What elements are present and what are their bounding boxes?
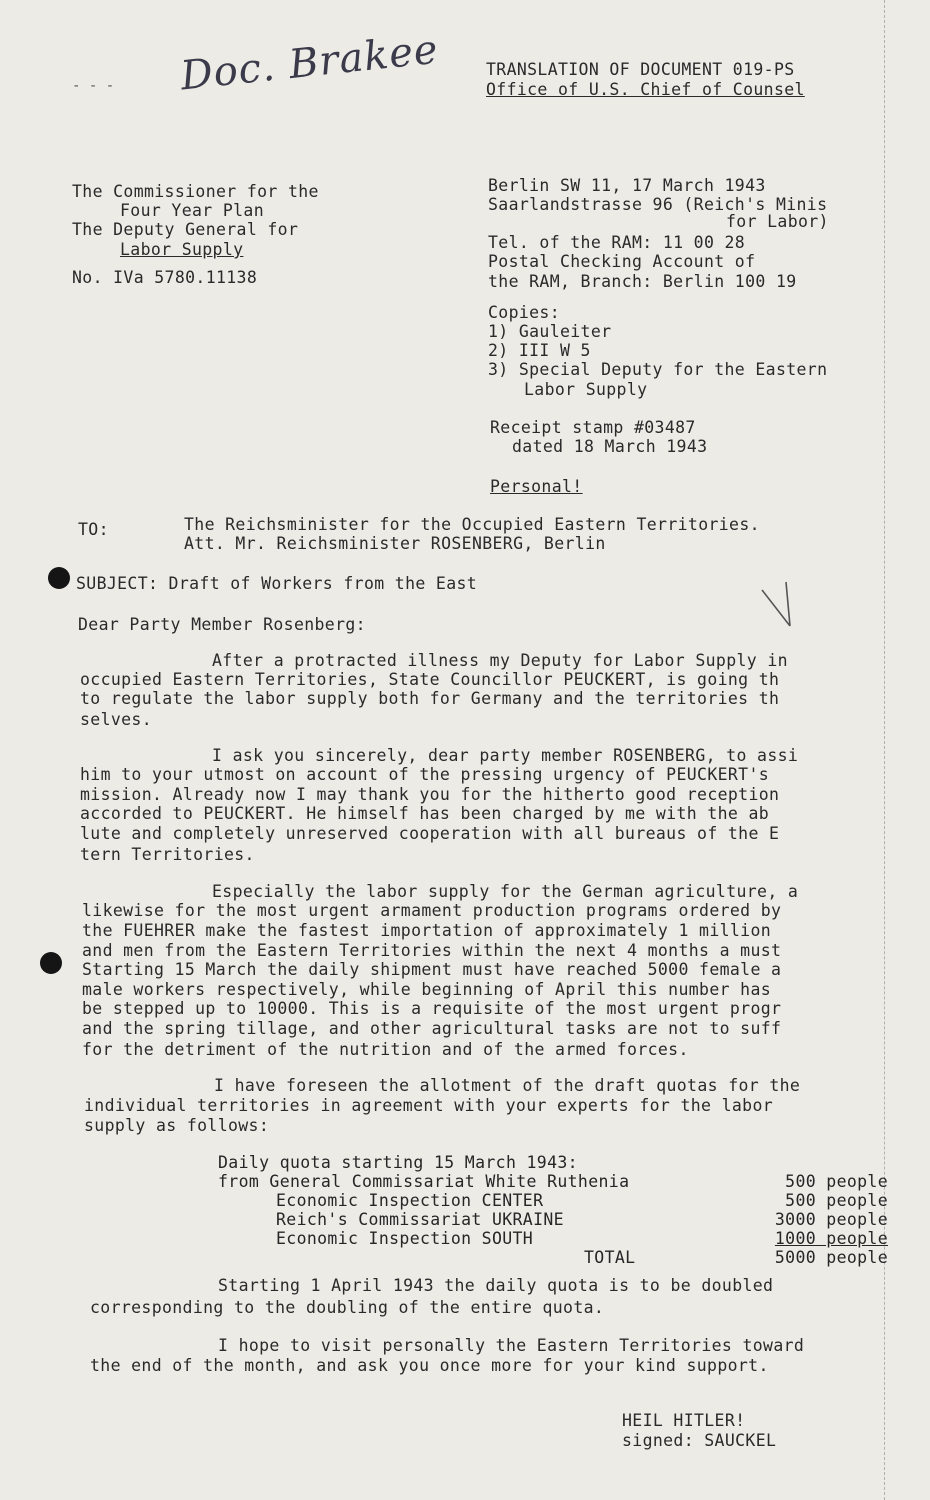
table-row: [218, 1210, 898, 1229]
para1-line: to regulate the labor supply both for Germany and the territories th: [80, 689, 780, 708]
address-line-6: the RAM, Branch: Berlin 100 19: [488, 272, 797, 291]
para3-line: Especially the labor supply for the German agriculture, a: [212, 882, 799, 901]
address-line-1: Berlin SW 11, 17 March 1943: [488, 176, 766, 195]
para1-line: After a protracted illness my Deputy for Labor Supply in: [212, 651, 788, 670]
para4-line: supply as follows:: [84, 1116, 270, 1135]
salutation: Dear Party Member Rosenberg:: [78, 615, 366, 634]
para3-line: and men from the Eastern Territories within the next 4 months a must: [82, 941, 782, 960]
sender-line-3: The Deputy General for: [72, 220, 299, 239]
para2-line: him to your utmost on account of the pressing urgency of PEUCKERT's: [80, 765, 770, 784]
quota-value: 3000 people: [774, 1210, 888, 1229]
address-line-5: Postal Checking Account of: [488, 252, 756, 271]
para3-line: Starting 15 March the daily shipment must have reached 5000 female a: [82, 960, 782, 979]
addressee-line-1: The Reichsminister for the Occupied Eastern Territories.: [184, 515, 760, 534]
para3-line: for the detriment of the nutrition and of the armed forces.: [82, 1040, 689, 1059]
punch-hole-bottom: [40, 952, 62, 974]
receipt-stamp: Receipt stamp #03487: [490, 418, 696, 437]
address-line-2: Saarlandstrasse 96 (Reich's Minis: [488, 195, 828, 214]
address-line-3: for Labor): [726, 212, 829, 231]
punch-hole-top: [48, 567, 70, 589]
to-label: TO:: [78, 520, 109, 539]
table-row: [218, 1191, 898, 1210]
addressee-line-2: Att. Mr. Reichsminister ROSENBERG, Berlin: [184, 534, 606, 553]
para3-line: the FUEHRER make the fastest importation of approximately 1 million: [82, 921, 772, 940]
quota-heading-row: [218, 1153, 898, 1172]
sender-reference: No. IVa 5780.11138: [72, 268, 258, 287]
quota-total-row: [218, 1248, 898, 1267]
copies-item-3-cont: Labor Supply: [524, 380, 648, 399]
address-line-4: Tel. of the RAM: 11 00 28: [488, 233, 746, 252]
table-row: [218, 1229, 898, 1248]
para3-line: male workers respectively, while beginning of April this number has: [82, 980, 772, 999]
para2-line: I ask you sincerely, dear party member ROSENBERG, to assi: [212, 746, 799, 765]
header-office: Office of U.S. Chief of Counsel: [486, 80, 805, 99]
para2-line: accorded to PEUCKERT. He himself has been charged by me with the ab: [80, 804, 770, 823]
personal-marker: Personal!: [490, 477, 583, 496]
para1-line: selves.: [80, 710, 152, 729]
para4-line: individual territories in agreement with your experts for the labor: [84, 1096, 774, 1115]
signature-line: signed: SAUCKEL: [622, 1431, 777, 1450]
sender-line-2: Four Year Plan: [120, 201, 264, 220]
quota-total-label: TOTAL: [584, 1248, 636, 1267]
quota-heading: Daily quota starting 15 March 1943:: [218, 1153, 578, 1172]
para3-line: and the spring tillage, and other agricultural tasks are not to suff: [82, 1019, 782, 1038]
sender-line-4: Labor Supply: [120, 240, 244, 259]
para5-line: corresponding to the doubling of the entire quota.: [90, 1298, 605, 1317]
quota-value: 500 people: [785, 1191, 888, 1210]
para6-line: the end of the month, and ask you once more for your kind support.: [90, 1356, 769, 1375]
receipt-date: dated 18 March 1943: [512, 437, 708, 456]
header-translation-title: TRANSLATION OF DOCUMENT 019-PS: [486, 60, 795, 79]
handwritten-note: Doc. Brakee: [178, 26, 441, 100]
para3-line: likewise for the most urgent armament production programs ordered by: [82, 901, 782, 920]
para3-line: be stepped up to 10000. This is a requisite of the most urgent progr: [82, 999, 782, 1018]
copies-item-1: 1) Gauleiter: [488, 322, 612, 341]
para4-line: I have foreseen the allotment of the draft quotas for the: [214, 1076, 801, 1095]
quota-total-value: 5000 people: [774, 1248, 888, 1267]
quota-territory: from General Commissariat White Ruthenia: [218, 1172, 630, 1191]
quota-territory: Reich's Commissariat UKRAINE: [276, 1210, 564, 1229]
para2-line: mission. Already now I may thank you for the hitherto good reception: [80, 785, 780, 804]
para2-line: lute and completely unreserved cooperation with all bureaus of the E: [80, 824, 780, 843]
table-row: [218, 1172, 898, 1191]
quota-territory: Economic Inspection CENTER: [276, 1191, 544, 1210]
copies-item-2: 2) III W 5: [488, 341, 591, 360]
subject-line: SUBJECT: Draft of Workers from the East: [76, 574, 478, 593]
quota-value: 500 people: [785, 1172, 888, 1191]
copies-item-3: 3) Special Deputy for the Eastern: [488, 360, 828, 379]
sender-line-1: The Commissioner for the: [72, 182, 319, 201]
closing-salute: HEIL HITLER!: [622, 1411, 746, 1430]
corner-mark: - - -: [72, 78, 115, 94]
quota-territory: Economic Inspection SOUTH: [276, 1229, 534, 1248]
check-mark-icon: [760, 580, 800, 630]
page-edge-line: [884, 0, 886, 1500]
copies-title: Copies:: [488, 303, 560, 322]
para1-line: occupied Eastern Territories, State Councillor PEUCKERT, is going th: [80, 670, 780, 689]
quota-table: [218, 1153, 898, 1267]
quota-value: 1000 people: [774, 1229, 888, 1248]
para6-line: I hope to visit personally the Eastern Territories toward: [218, 1336, 805, 1355]
para2-line: tern Territories.: [80, 845, 255, 864]
para5-line: Starting 1 April 1943 the daily quota is to be doubled: [218, 1276, 774, 1295]
